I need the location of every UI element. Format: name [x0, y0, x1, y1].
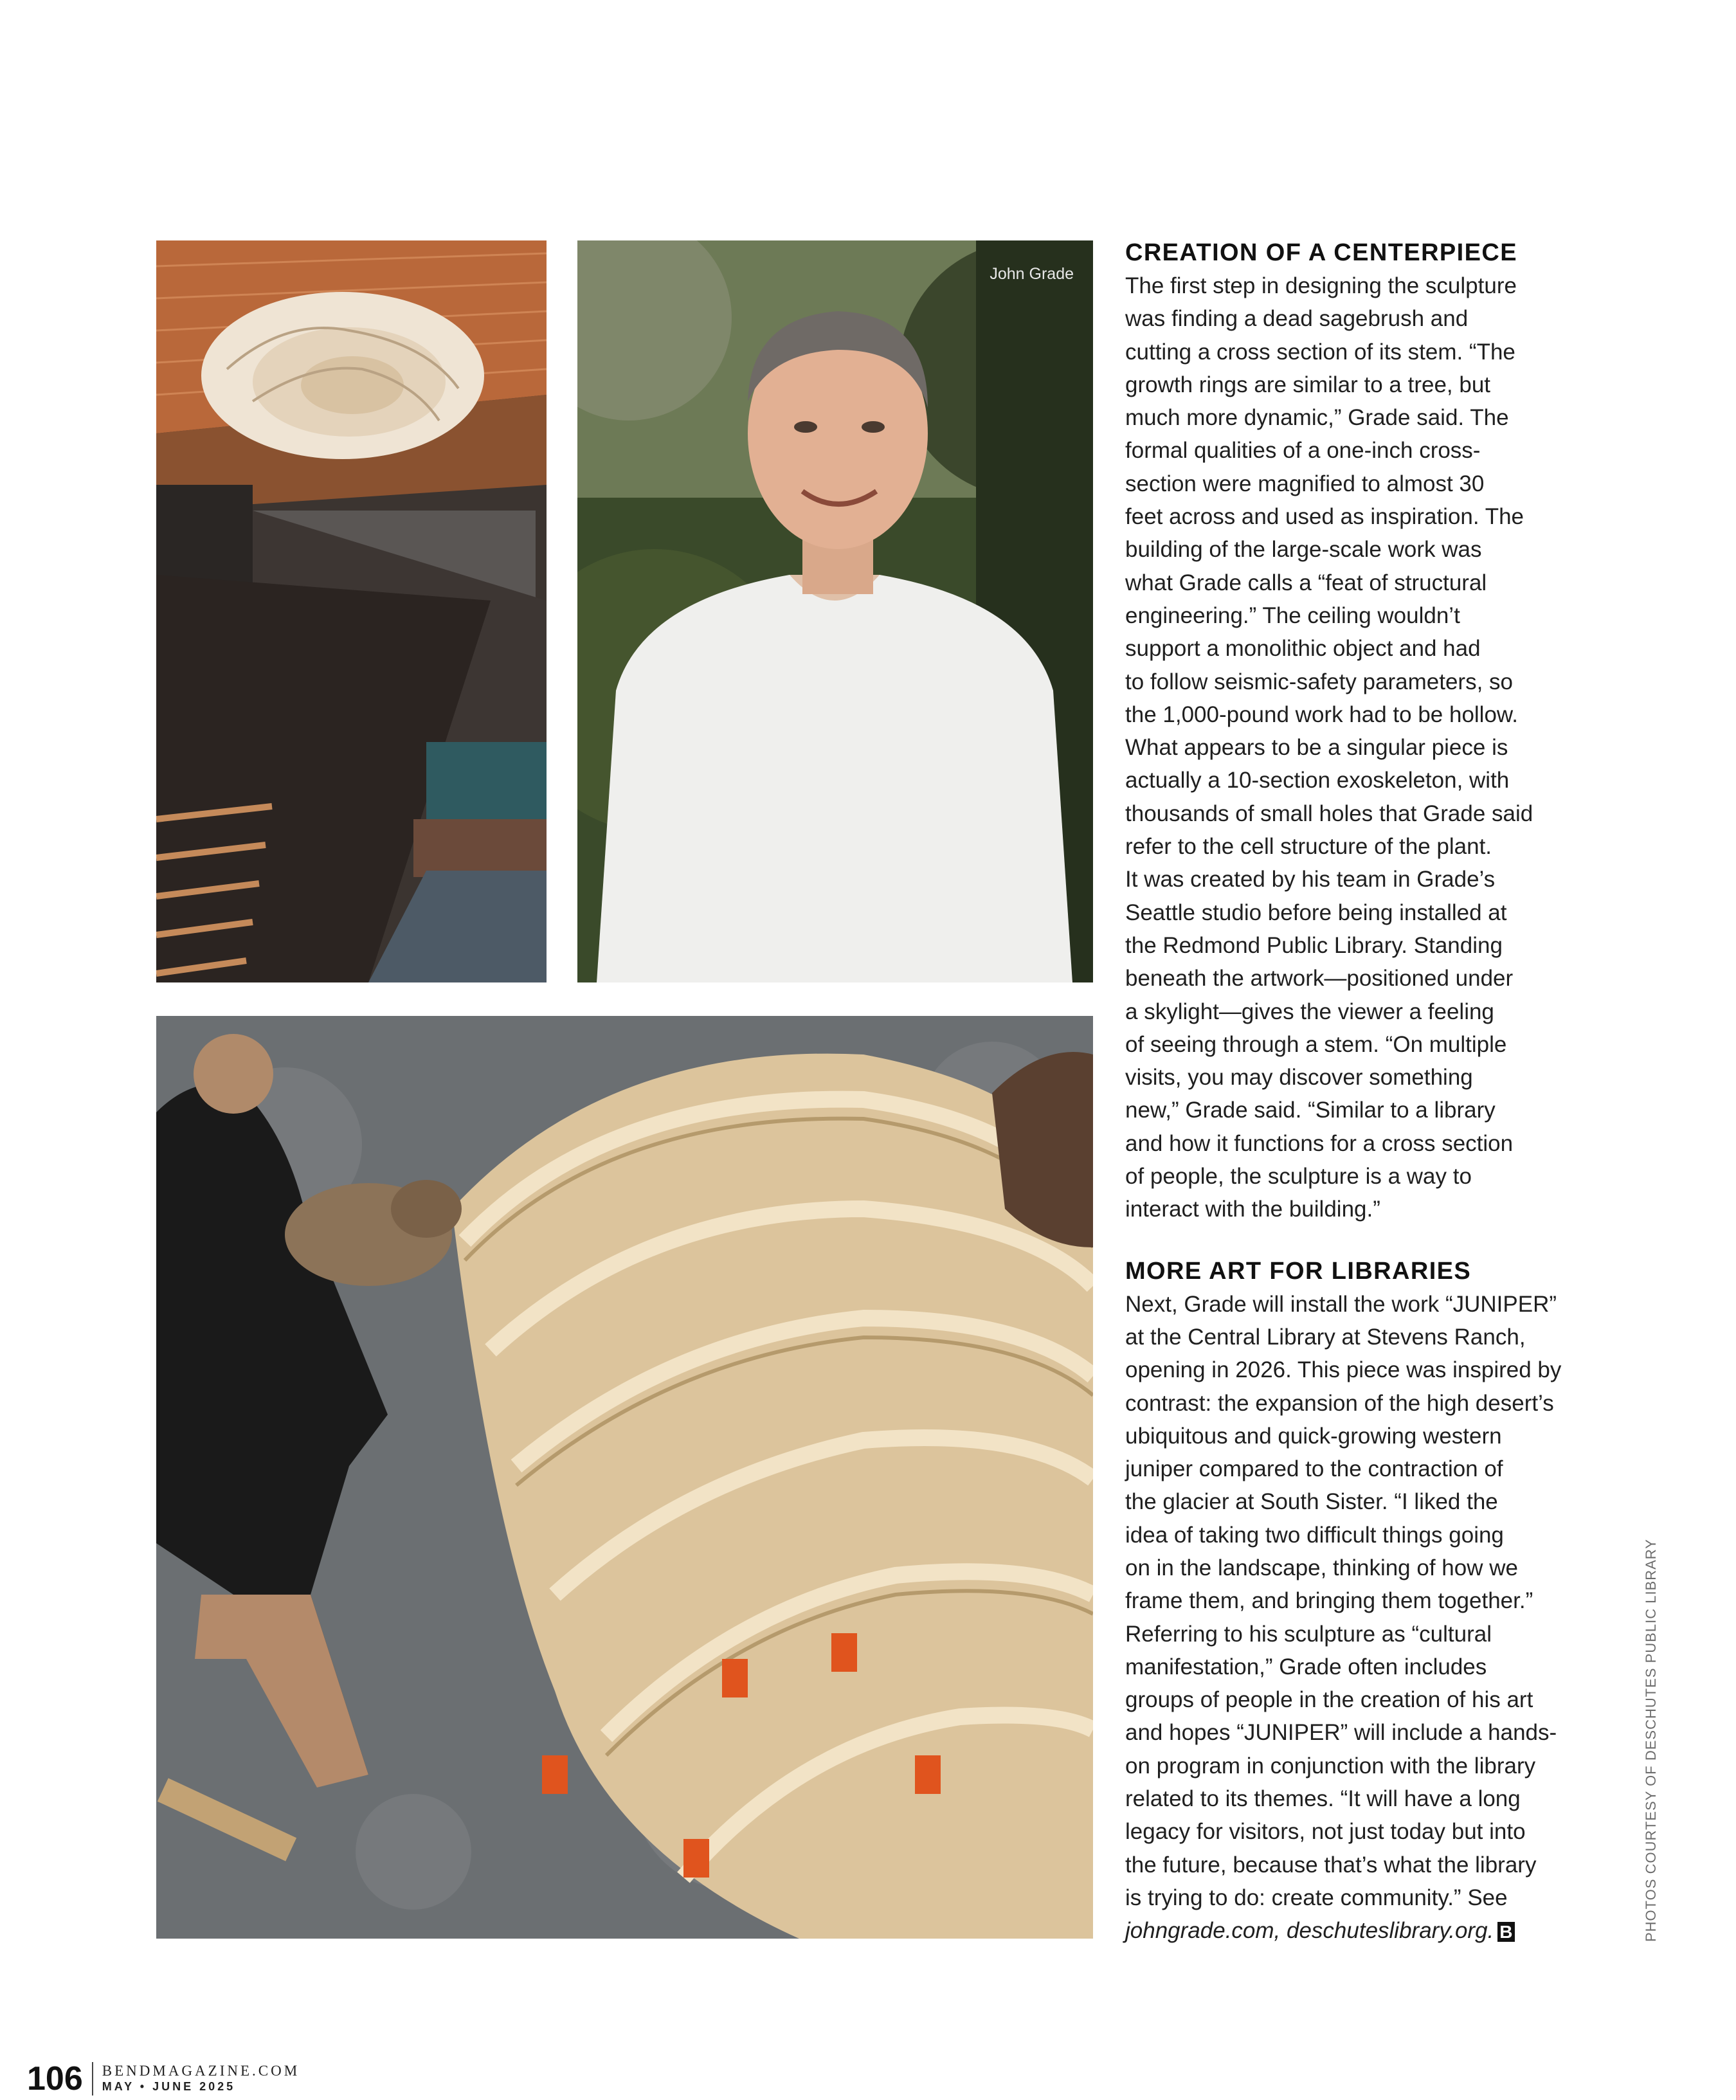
- folio-divider: [92, 2062, 93, 2095]
- page-number: 106: [27, 2060, 83, 2097]
- issue-date: MAY • JUNE 2025: [102, 2080, 236, 2093]
- magazine-website: BENDMAGAZINE.COM: [102, 2063, 300, 2079]
- end-mark-icon: B: [1497, 1922, 1514, 1942]
- section-paragraph-more-art: Next, Grade will install the work “JUNIPER” at the Central Library at Stevens Ranch, opening in 2026. This piece was inspired by contrast: the expansion of the high desert’s ubiquitous and quick-growing western juniper compared to the contraction of the glacier at South Sister. “I liked the idea of taking two difficult things going on in the landscape, thinking of how we frame them, and bringing them together.” Referring to his sculpture as “cultural manifestation,” Grade often includes groups of people in the creation of his art and hopes “JUNIPER” will include a hands- on program in conjunction with the library related to its themes. “It will have a long legacy for visitors, not just today but into the future, because that’s what the library is trying to do: create community.” See johngrade.com, deschuteslibrary.org. B: [1125, 1291, 1562, 1944]
- workshop-assembly-photo: [156, 1016, 1093, 1939]
- photo-credit: PHOTOS COURTESY OF DESCHUTES PUBLIC LIBRARY: [1643, 1539, 1659, 1942]
- portrait-caption: John Grade: [990, 265, 1074, 283]
- article-body: [1125, 236, 1588, 1949]
- page-folio: [27, 2058, 300, 2100]
- library-interior-photo: [156, 240, 547, 982]
- section-paragraph-centerpiece: The first step in designing the sculpture was finding a dead sagebrush and cutting a cross section of its stem. “The growth rings are similar to a tree, but much more dynamic,” Grade said. The formal qualities of a one-inch cross- section were magnified to almost 30 feet across and used as inspiration. The building of the large-scale work was what Grade calls a “feat of structural engineering.” The ceiling wouldn’t support a monolithic object and had to follow seismic-safety parameters, so the 1,000-pound work had to be hollow. What appears to be a singular piece is actually a 10-section exoskeleton, with thousands of small holes that Grade said refer to the cell structure of the plant. It was created by his team in Grade’s Seattle studio before being installed at the Redmond Public Library. Standing beneath the artwork—positioned under a skylight—gives the viewer a feeling of seeing through a stem. “On multiple visits, you may discover something new,” Grade said. “Similar to a library and how it functions for a cross section of people, the sculpture is a way to interact with the building.”: [1125, 273, 1533, 1222]
- section-heading-centerpiece: CREATION OF A CENTERPIECE: [1125, 239, 1517, 266]
- artist-portrait-photo: [577, 240, 1093, 982]
- section-heading-more-art: MORE ART FOR LIBRARIES: [1125, 1257, 1472, 1285]
- related-links[interactable]: johngrade.com, deschuteslibrary.org.: [1125, 1918, 1494, 1944]
